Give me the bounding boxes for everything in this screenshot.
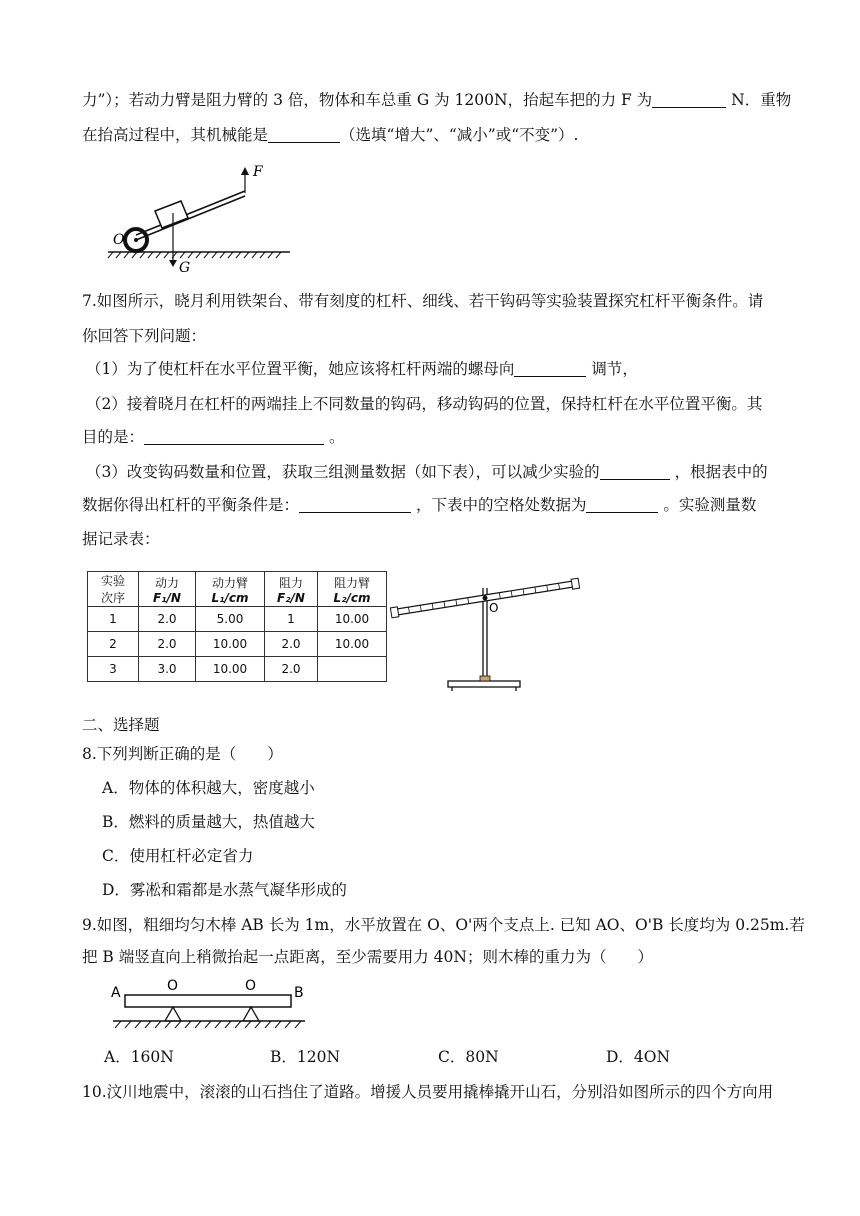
q7-part3b-mid: ，下表中的空格处数据为 <box>415 496 587 514</box>
q8-option-a[interactable]: A．物体的体积越大，密度越小 <box>102 779 315 797</box>
table-cell: 2.0 <box>265 657 318 682</box>
q6-line2-tail: （选填“增大”、“减小”或“不变”）. <box>340 126 579 144</box>
q7-part2b-text: 目的是： <box>82 428 145 446</box>
q7-part1-text: （1）为了使杠杆在水平位置平衡，她应该将杠杆两端的螺母向 <box>86 360 515 378</box>
q7-part2b-tail: 。 <box>328 428 345 446</box>
table-cell: 2.0 <box>139 632 196 657</box>
section-title: 二、选择题 <box>82 716 160 734</box>
beam-figure <box>105 975 315 1037</box>
q7-part3b-tail: 。实验测量数 <box>663 496 757 514</box>
table-cell: 10.00 <box>318 607 387 632</box>
table-cell: 10.00 <box>196 632 265 657</box>
table-cell: 1 <box>88 607 139 632</box>
q7-part1 <box>86 358 800 380</box>
q8-stem: 8.下列判断正确的是（ ） <box>82 745 283 763</box>
q7-line1: 7.如图所示，晓月利用铁架台、带有刻度的杠杆、细线、若干钩码等实验装置探究杠杆平衡条件。请 <box>82 292 764 310</box>
table-row <box>88 657 387 682</box>
q7-part2b <box>82 426 800 448</box>
answer-blank[interactable] <box>268 124 340 143</box>
q8-option-b[interactable]: B．燃料的质量越大，热值越大 <box>102 813 315 831</box>
table-header-cell: 阻力臂 L₂/cm <box>318 572 387 607</box>
q7-part3c: 据记录表： <box>82 530 160 548</box>
table-cell: 2 <box>88 632 139 657</box>
table-header-row <box>88 572 387 607</box>
answer-blank[interactable] <box>652 89 726 108</box>
table-cell: 2.0 <box>265 632 318 657</box>
table-cell: 2.0 <box>139 607 196 632</box>
q9-option-d[interactable]: D．4ON <box>606 1048 671 1066</box>
q9-line1: 9.如图，粗细均匀木棒 AB 长为 1m，水平放置在 O、O'两个支点上. 已知 AO、O'B 长度均为 0.25m.若 <box>82 916 805 934</box>
label-O-prime: O <box>245 978 257 994</box>
q7-part3-text: （3）改变钩码数量和位置，获取三组测量数据（如下表），可以减少实验的 <box>86 463 600 481</box>
table-header-cell: 阻力 F₂/N <box>265 572 318 607</box>
table-cell: 10.00 <box>196 657 265 682</box>
label-O: O <box>167 978 179 994</box>
table-cell: 5.00 <box>196 607 265 632</box>
table-header-cell: 动力 F₁/N <box>139 572 196 607</box>
lever-stand-figure <box>388 566 588 696</box>
answer-blank[interactable] <box>299 494 411 513</box>
answer-blank[interactable] <box>144 426 324 445</box>
q10-line1: 10.汶川地震中，滚滚的山石挡住了道路。增援人员要用撬棒撬开山石，分别沿如图所示的四个方向用 <box>82 1083 774 1101</box>
answer-blank[interactable] <box>586 494 658 513</box>
q7-part3 <box>86 461 800 483</box>
q7-part3b <box>82 494 800 516</box>
label-F: F <box>253 164 263 180</box>
q6-line1-tail: N．重物 <box>731 91 792 109</box>
q6-line1-text: 力”）；若动力臂是阻力臂的 3 倍，物体和车总重 G 为 1200N，抬起车把的力 F 为 <box>82 91 653 109</box>
table-cell: 3 <box>88 657 139 682</box>
table-row <box>88 632 387 657</box>
q6-line2-text: 在抬高过程中，其机械能是 <box>82 126 269 144</box>
table-row <box>88 607 387 632</box>
q9-line2: 把 B 端竖直向上稍微抬起一点距离，至少需要用力 40N；则木棒的重力为（ ） <box>82 948 653 966</box>
q8-option-c[interactable]: C．使用杠杆必定省力 <box>102 847 254 865</box>
q9-option-c[interactable]: C．80N <box>438 1048 499 1066</box>
experiment-table <box>87 571 387 682</box>
answer-blank[interactable] <box>600 461 670 480</box>
table-header-cell: 实验 次序 <box>88 572 139 607</box>
label-A: A <box>111 985 121 1001</box>
q7-line2: 你回答下列问题： <box>82 327 207 345</box>
q6-line2 <box>82 124 800 146</box>
wheelbarrow-figure <box>105 160 295 275</box>
q9-option-a[interactable]: A．160N <box>104 1048 174 1066</box>
table-cell: 1 <box>265 607 318 632</box>
table-header-cell: 动力臂 L₁/cm <box>196 572 265 607</box>
q7-part2: （2）接着晓月在杠杆的两端挂上不同数量的钩码，移动钩码的位置，保持杠杆在水平位置平衡。其 <box>86 395 763 413</box>
label-O: O <box>489 601 499 615</box>
answer-blank[interactable] <box>514 358 586 377</box>
q9-option-b[interactable]: B．120N <box>270 1048 341 1066</box>
table-cell: 10.00 <box>318 632 387 657</box>
table-cell-empty <box>318 657 387 682</box>
table-cell: 3.0 <box>139 657 196 682</box>
q6-line1 <box>82 89 800 111</box>
label-G: G <box>179 260 191 275</box>
q7-part3b-text: 数据你得出杠杆的平衡条件是： <box>82 496 300 514</box>
q7-part1-tail: 调节， <box>591 360 638 378</box>
q8-option-d[interactable]: D．雾凇和霜都是水蒸气凝华形成的 <box>102 881 347 899</box>
q7-part3-tail: ，根据表中的 <box>674 463 768 481</box>
label-O: O <box>113 232 125 248</box>
label-B: B <box>294 985 304 1001</box>
